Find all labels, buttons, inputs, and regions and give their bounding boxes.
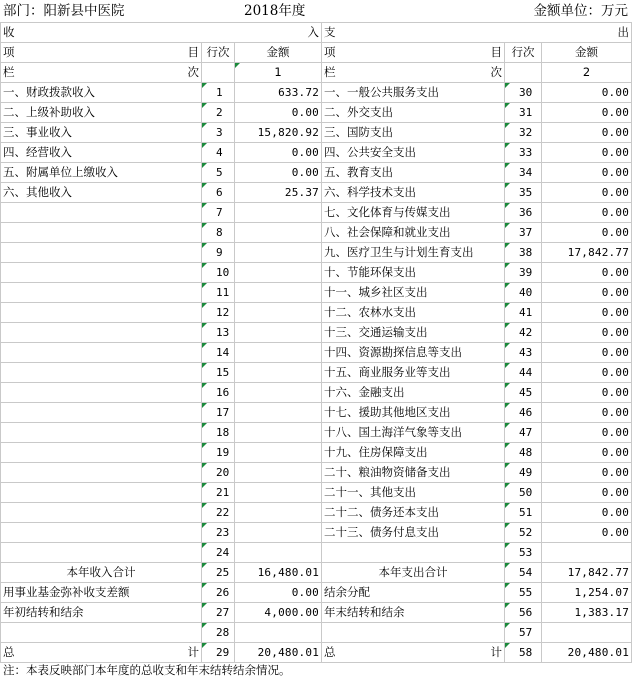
income-item [1,223,202,243]
expense-amount: 0.00 [542,283,632,303]
table-row [1,323,632,343]
expense-seq: 50 [505,483,542,503]
income-item [1,463,202,483]
expense-item: 十五、商业服务业等支出 [322,363,505,383]
item-right-char: 目 [490,45,503,59]
expense-item: 十二、农林水支出 [322,303,505,323]
income-item [1,323,202,343]
expense-amount: 0.00 [542,123,632,143]
table-row [1,403,632,423]
item-left-char: 项 [3,45,15,59]
expense-item: 十八、国土海洋气象等支出 [322,423,505,443]
income-amount [235,403,322,423]
income-seq: 7 [202,203,235,223]
blank-seq-left: 28 [202,623,235,643]
total-row [1,563,632,583]
report-header [0,0,632,22]
expense-item: 十一、城乡社区支出 [322,283,505,303]
grand-right-char: 计 [187,645,199,659]
income-item-header [1,43,202,63]
expense-seq: 36 [505,203,542,223]
blank-cell [1,623,202,643]
income-seq: 23 [202,523,235,543]
distribution-amount: 1,254.07 [542,583,632,603]
income-item: 一、财政拨款收入 [1,83,202,103]
income-amount [235,323,322,343]
income-seq: 12 [202,303,235,323]
expense-amount: 0.00 [542,143,632,163]
fund-row [1,583,632,603]
income-seq: 21 [202,483,235,503]
income-item [1,523,202,543]
income-item: 六、其他收入 [1,183,202,203]
income-item [1,303,202,323]
income-amount [235,303,322,323]
fund-amount: 0.00 [235,583,322,603]
income-item [1,263,202,283]
table-row [1,103,632,123]
income-item [1,443,202,463]
expense-item: 二十一、其他支出 [322,483,505,503]
income-seq: 6 [202,183,235,203]
income-item [1,383,202,403]
expense-seq: 32 [505,123,542,143]
table-row [1,463,632,483]
income-col-header [1,63,202,83]
income-item [1,543,202,563]
expense-seq: 47 [505,423,542,443]
item-right-char: 目 [187,45,199,59]
income-amount [235,423,322,443]
expense-amount: 0.00 [542,383,632,403]
grand-right-char: 计 [490,645,503,659]
expense-item: 二十、粮油物资储备支出 [322,463,505,483]
expense-item: 一、一般公共服务支出 [322,83,505,103]
grand-income-seq: 29 [202,643,235,663]
expense-amount: 0.00 [542,303,632,323]
expense-amount: 0.00 [542,163,632,183]
income-item [1,503,202,523]
income-seq: 1 [202,83,235,103]
expense-seq: 34 [505,163,542,183]
table-row [1,203,632,223]
income-col-number: 1 [235,63,322,83]
income-seq: 22 [202,503,235,523]
income-amount [235,483,322,503]
col-left-char: 栏 [324,65,336,79]
income-amount [235,343,322,363]
income-item [1,403,202,423]
expense-seq-header: 行次 [505,43,542,63]
expense-item: 四、公共安全支出 [322,143,505,163]
income-left-char: 收 [3,25,15,39]
table-row [1,163,632,183]
income-item [1,423,202,443]
expense-item: 十七、援助其他地区支出 [322,403,505,423]
income-total-seq: 25 [202,563,235,583]
income-item [1,483,202,503]
expense-seq: 40 [505,283,542,303]
blank-cell [542,623,632,643]
expense-col-header [322,63,505,83]
table-row [1,523,632,543]
expense-seq: 43 [505,343,542,363]
table-row [1,503,632,523]
table-row [1,383,632,403]
expense-seq: 38 [505,243,542,263]
income-expense-table [0,22,632,663]
blank-seq-right: 57 [505,623,542,643]
distribution-seq: 55 [505,583,542,603]
expense-amount: 0.00 [542,463,632,483]
grand-left-char: 总 [324,645,336,659]
end-balance-seq: 56 [505,603,542,623]
grand-expense-seq: 58 [505,643,542,663]
income-item [1,343,202,363]
expense-amount: 0.00 [542,343,632,363]
balance-row [1,603,632,623]
table-row [1,443,632,463]
blank-cell [322,623,505,643]
expense-amount: 0.00 [542,203,632,223]
table-row [1,83,632,103]
expense-amount: 0.00 [542,483,632,503]
expense-item: 二十二、债务还本支出 [322,503,505,523]
income-seq: 8 [202,223,235,243]
fund-seq: 26 [202,583,235,603]
income-seq: 18 [202,423,235,443]
expense-seq: 53 [505,543,542,563]
expense-item: 十、节能环保支出 [322,263,505,283]
expense-item: 二十三、债务付息支出 [322,523,505,543]
expense-seq: 39 [505,263,542,283]
expense-item: 六、科学技术支出 [322,183,505,203]
col-right-char: 次 [490,65,503,79]
expense-seq: 42 [505,323,542,343]
income-amount [235,443,322,463]
begin-balance-seq: 27 [202,603,235,623]
income-amount: 15,820.92 [235,123,322,143]
expense-item: 七、文化体育与传媒支出 [322,203,505,223]
expense-seq: 49 [505,463,542,483]
expense-amount: 0.00 [542,183,632,203]
income-amount [235,523,322,543]
expense-seq: 35 [505,183,542,203]
expense-amount: 0.00 [542,443,632,463]
expense-seq: 45 [505,383,542,403]
item-left-char: 项 [324,45,336,59]
income-amount: 0.00 [235,103,322,123]
income-amount [235,283,322,303]
expense-amount: 17,842.77 [542,243,632,263]
table-row [1,223,632,243]
distribution-label: 结余分配 [322,583,505,603]
income-seq: 5 [202,163,235,183]
table-row [1,263,632,283]
table-row [1,283,632,303]
grand-total-label-right [322,643,505,663]
expense-seq: 46 [505,403,542,423]
expense-item: 九、医疗卫生与计划生育支出 [322,243,505,263]
footnote: 注：本表反映部门本年度的总收支和年末结转结余情况。 [3,663,291,677]
income-total-label: 本年收入合计 [1,563,202,583]
income-seq: 2 [202,103,235,123]
table-row [1,543,632,563]
table-row [1,243,632,263]
expense-amount [542,543,632,563]
expense-amount: 0.00 [542,423,632,443]
expense-item: 十九、住房保障支出 [322,443,505,463]
table-row [1,423,632,443]
income-amount [235,363,322,383]
income-amount: 0.00 [235,143,322,163]
expense-amount-header: 金额 [542,43,632,63]
income-seq: 11 [202,283,235,303]
table-row [1,143,632,163]
income-seq: 16 [202,383,235,403]
table-row [1,363,632,383]
expense-seq: 31 [505,103,542,123]
expense-section-header [322,23,632,43]
income-amount [235,503,322,523]
expense-item: 五、教育支出 [322,163,505,183]
expense-amount: 0.00 [542,503,632,523]
income-seq: 15 [202,363,235,383]
expense-amount: 0.00 [542,263,632,283]
income-seq: 17 [202,403,235,423]
expense-seq: 37 [505,223,542,243]
fund-label: 用事业基金弥补收支差额 [1,583,202,603]
income-seq: 24 [202,543,235,563]
income-amount [235,203,322,223]
income-amount [235,263,322,283]
col-left-char: 栏 [3,65,15,79]
income-total-amount: 16,480.01 [235,563,322,583]
end-balance-amount: 1,383.17 [542,603,632,623]
end-balance-label: 年末结转和结余 [322,603,505,623]
expense-seq: 33 [505,143,542,163]
income-right-char: 入 [307,25,320,39]
income-seq: 19 [202,443,235,463]
expense-seq: 44 [505,363,542,383]
expense-seq: 48 [505,443,542,463]
unit-label: 金额单位：万元 [533,3,628,19]
income-amount [235,543,322,563]
income-item: 四、经营收入 [1,143,202,163]
expense-amount: 0.00 [542,223,632,243]
expense-total-seq: 54 [505,563,542,583]
income-seq: 13 [202,323,235,343]
col-right-char: 次 [187,65,199,79]
department-label: 部门：阳新县中医院 [3,3,125,19]
grand-total-label [1,643,202,663]
income-amount [235,383,322,403]
income-item [1,363,202,383]
year-label: 2018年度 [244,3,306,19]
income-amount: 633.72 [235,83,322,103]
income-item: 三、事业收入 [1,123,202,143]
grand-total-row [1,643,632,663]
blank-row [1,623,632,643]
income-amount: 0.00 [235,163,322,183]
expense-amount: 0.00 [542,83,632,103]
expense-item: 三、国防支出 [322,123,505,143]
grand-left-char: 总 [3,645,15,659]
income-seq: 4 [202,143,235,163]
expense-right-char: 出 [617,25,630,39]
expense-amount: 0.00 [542,103,632,123]
expense-col-number: 2 [542,63,632,83]
expense-seq: 51 [505,503,542,523]
expense-item: 二、外交支出 [322,103,505,123]
expense-item: 十三、交通运输支出 [322,323,505,343]
income-seq: 10 [202,263,235,283]
expense-item [322,543,505,563]
income-amount: 25.37 [235,183,322,203]
income-amount [235,243,322,263]
expense-seq: 52 [505,523,542,543]
expense-amount: 0.00 [542,323,632,343]
expense-amount: 0.00 [542,403,632,423]
expense-total-label: 本年支出合计 [322,563,505,583]
income-seq: 20 [202,463,235,483]
income-item [1,243,202,263]
income-amount [235,223,322,243]
income-col-seq-blank [202,63,235,83]
income-item [1,283,202,303]
blank-cell [235,623,322,643]
header-row-columns [1,43,632,63]
expense-left-char: 支 [324,25,336,39]
income-seq-header: 行次 [202,43,235,63]
income-seq: 9 [202,243,235,263]
expense-item: 十六、金融支出 [322,383,505,403]
grand-income-amount: 20,480.01 [235,643,322,663]
expense-amount: 0.00 [542,363,632,383]
begin-balance-label: 年初结转和结余 [1,603,202,623]
table-row [1,483,632,503]
expense-amount: 0.00 [542,523,632,543]
expense-seq: 41 [505,303,542,323]
expense-item-header [322,43,505,63]
table-row [1,343,632,363]
expense-total-amount: 17,842.77 [542,563,632,583]
income-seq: 14 [202,343,235,363]
income-seq: 3 [202,123,235,143]
income-amount [235,463,322,483]
income-item: 二、上级补助收入 [1,103,202,123]
table-row [1,303,632,323]
expense-seq: 30 [505,83,542,103]
expense-item: 八、社会保障和就业支出 [322,223,505,243]
table-row [1,123,632,143]
expense-col-seq-blank [505,63,542,83]
begin-balance-amount: 4,000.00 [235,603,322,623]
table-row [1,183,632,203]
income-section-header [1,23,322,43]
header-row-column-numbers [1,63,632,83]
expense-item: 十四、资源勘探信息等支出 [322,343,505,363]
grand-expense-amount: 20,480.01 [542,643,632,663]
income-item: 五、附属单位上缴收入 [1,163,202,183]
income-amount-header: 金额 [235,43,322,63]
header-row-income-expense [1,23,632,43]
income-item [1,203,202,223]
